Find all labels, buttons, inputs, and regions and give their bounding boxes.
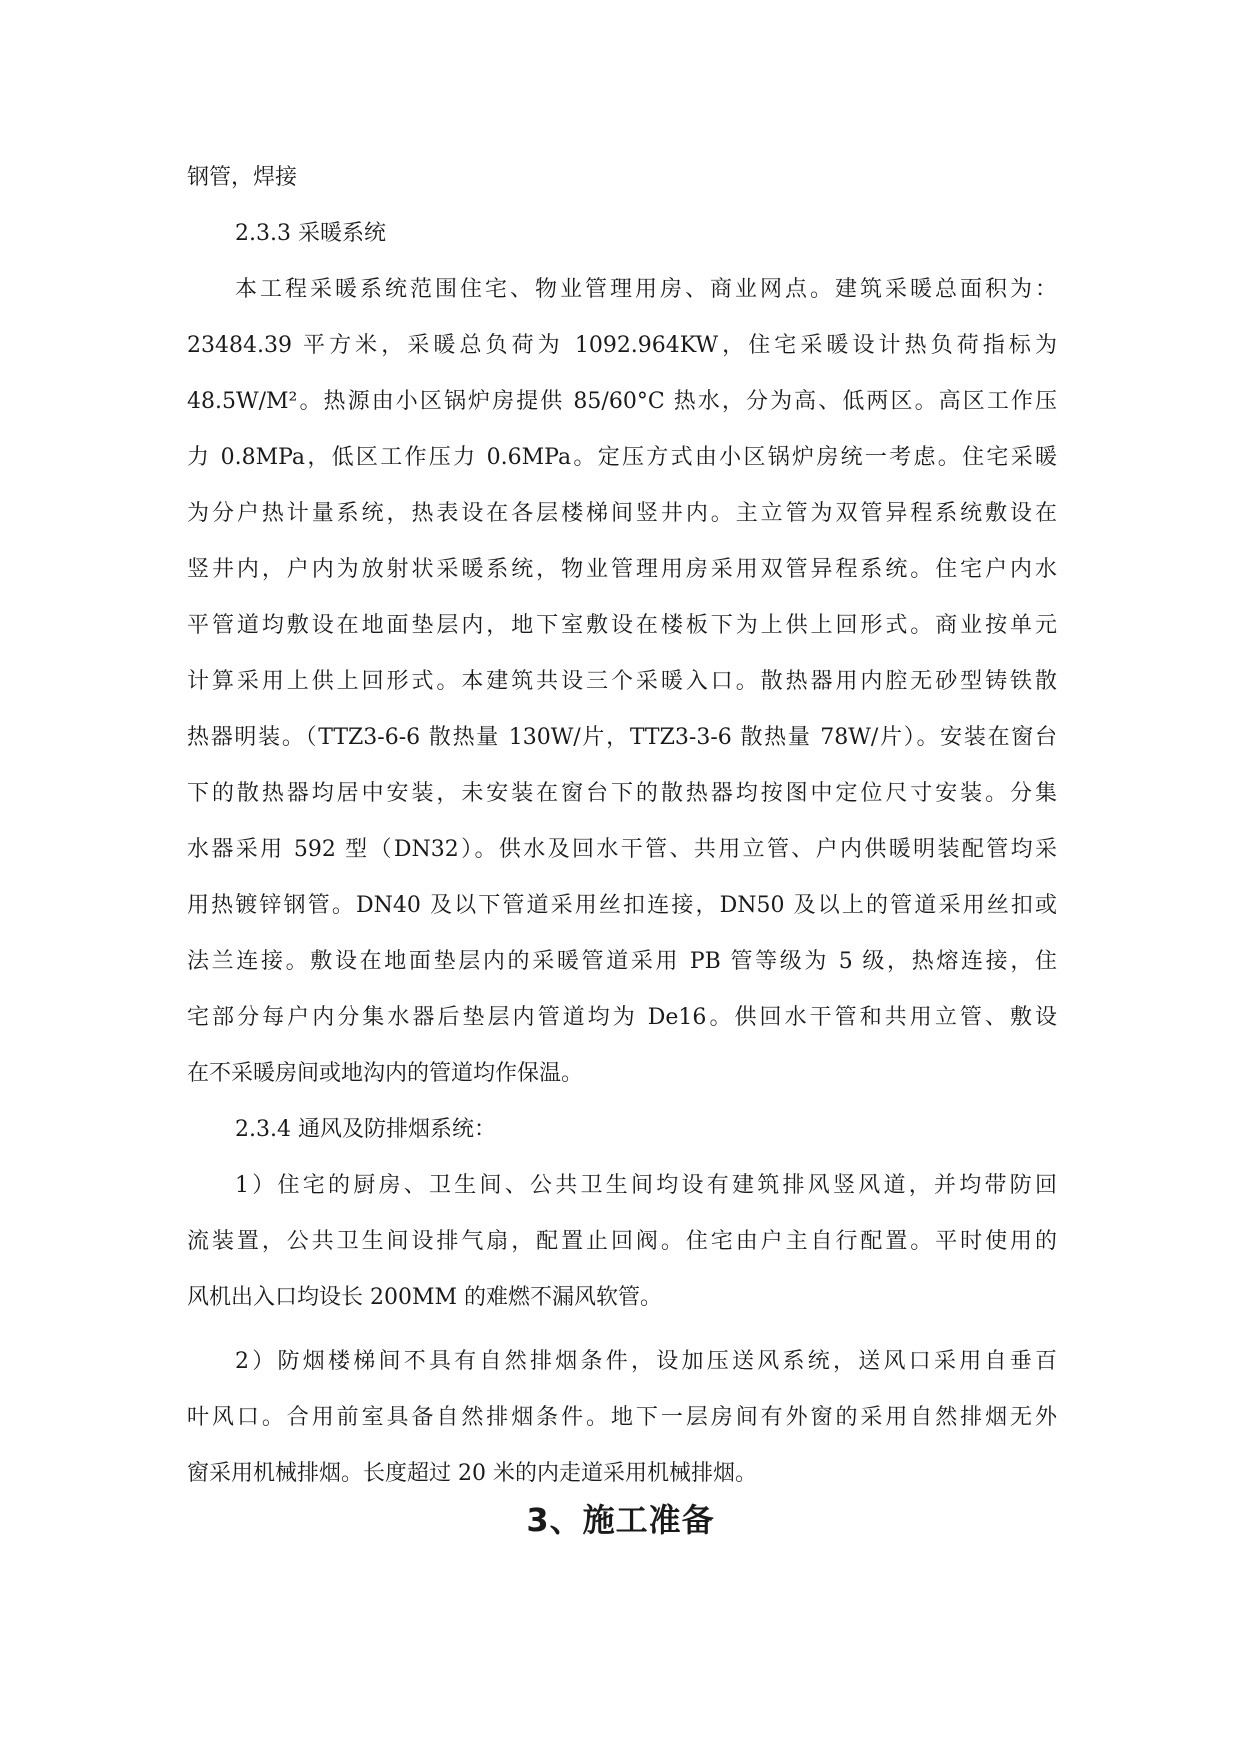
text-line: 水器采用 592 型（DN32）。供水及回水干管、共用立管、户内供暖明装配管均采: [187, 837, 1057, 862]
text-line: 2）防烟楼梯间不具有自然排烟条件，设加压送风系统，送风口采用自垂百: [235, 1349, 1057, 1374]
text-line: 48.5W/M²。热源由小区锅炉房提供 85/60°C 热水，分为高、低两区。高区工作压: [187, 389, 1057, 414]
text-line: 风机出入口均设长 200MM 的难燃不漏风软管。: [187, 1285, 663, 1310]
document-body: [187, 150, 1057, 1502]
subsection-heading-2-3-3: 2.3.3 采暖系统: [235, 221, 386, 246]
text-line: 热器明装。（TTZ3-6-6 散热量 130W/片，TTZ3-3-6 散热量 78W/片）。安装在窗台: [187, 725, 1057, 750]
text-line: 叶风口。合用前室具备自然排烟条件。地下一层房间有外窗的采用自然排烟无外: [187, 1405, 1057, 1430]
paragraph-gap: [187, 1326, 1057, 1334]
text-line: 用热镀锌钢管。DN40 及以下管道采用丝扣连接，DN50 及以上的管道采用丝扣或: [187, 893, 1057, 918]
text-line: 宅部分每户内分集水器后垫层内管道均为 De16。供回水干管和共用立管、敷设: [187, 1005, 1057, 1030]
text-line: 窗采用机械排烟。长度超过 20 米的内走道采用机械排烟。: [187, 1461, 757, 1486]
text-line: 钢管，焊接: [187, 165, 298, 190]
text-line: 平管道均敷设在地面垫层内，地下室敷设在楼板下为上供上回形式。商业按单元: [187, 613, 1057, 638]
subsection-heading-2-3-4: 2.3.4 通风及防排烟系统：: [235, 1117, 496, 1142]
text-line: 下的散热器均居中安装，未安装在窗台下的散热器均按图中定位尺寸安装。分集: [187, 781, 1057, 806]
text-line: 计算采用上供上回形式。本建筑共设三个采暖入口。散热器用内腔无砂型铸铁散: [187, 669, 1057, 694]
section-title: 3、施工准备: [526, 1501, 715, 1539]
text-line: 在不采暖房间或地沟内的管道均作保温。: [187, 1061, 584, 1086]
text-line: 1）住宅的厨房、卫生间、公共卫生间均设有建筑排风竖风道，并均带防回: [235, 1173, 1057, 1198]
text-line: 23484.39 平方米，采暖总负荷为 1092.964KW，住宅采暖设计热负荷指标为: [187, 333, 1057, 358]
paragraph-heating-system: [187, 262, 1057, 1102]
paragraph-ventilation-1: [187, 1158, 1057, 1326]
text-line: 竖井内，户内为放射状采暖系统，物业管理用房采用双管异程系统。住宅户内水: [187, 557, 1057, 582]
text-line: 法兰连接。敷设在地面垫层内的采暖管道采用 PB 管等级为 5 级，热熔连接，住: [187, 949, 1057, 974]
text-line: 流装置，公共卫生间设排气扇，配置止回阀。住宅由户主自行配置。平时使用的: [187, 1229, 1057, 1254]
text-line: 力 0.8MPa，低区工作压力 0.6MPa。定压方式由小区锅炉房统一考虑。住宅采暖: [187, 445, 1057, 470]
text-line: 本工程采暖系统范围住宅、物业管理用房、商业网点。建筑采暖总面积为：: [235, 277, 1057, 302]
paragraph-ventilation-2: [187, 1334, 1057, 1502]
text-line: 为分户热计量系统，热表设在各层楼梯间竖井内。主立管为双管异程系统敷设在: [187, 501, 1057, 526]
